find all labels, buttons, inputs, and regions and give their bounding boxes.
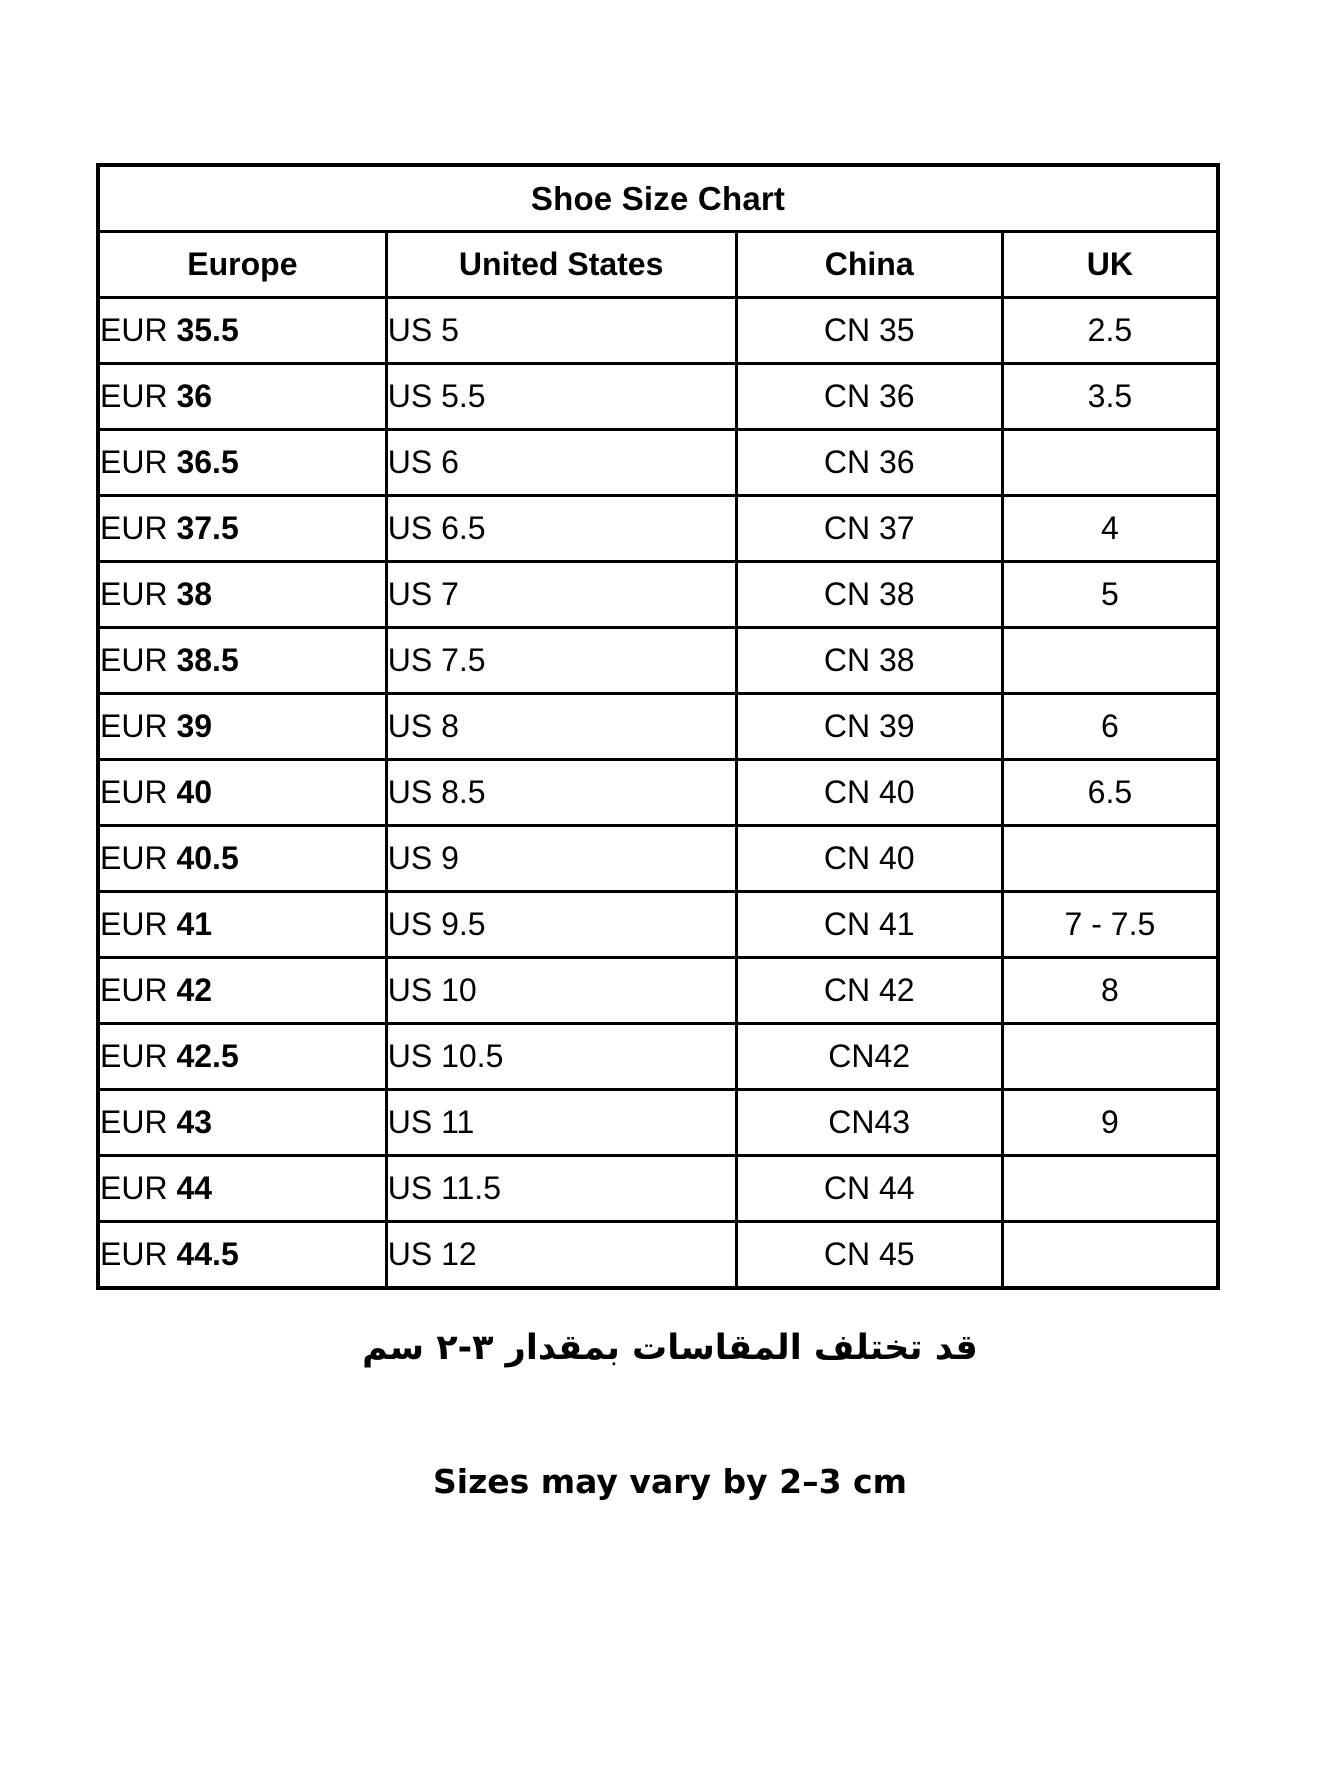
cell-us: US 5.5 <box>386 364 736 430</box>
column-header-uk: UK <box>1002 232 1218 298</box>
cell-cn: CN 41 <box>736 892 1002 958</box>
cell-us: US 6 <box>386 430 736 496</box>
europe-value: 38 <box>176 576 213 612</box>
europe-prefix: EUR <box>100 774 177 810</box>
cell-europe <box>98 1156 386 1222</box>
cell-us: US 11 <box>386 1090 736 1156</box>
europe-prefix: EUR <box>100 1104 177 1140</box>
column-header-china: China <box>736 232 1002 298</box>
cell-cn: CN42 <box>736 1024 1002 1090</box>
europe-value: 39 <box>176 708 213 744</box>
table-row <box>98 1024 1218 1090</box>
cell-europe <box>98 760 386 826</box>
cell-us: US 6.5 <box>386 496 736 562</box>
europe-value: 38.5 <box>176 642 239 678</box>
europe-prefix: EUR <box>100 378 177 414</box>
europe-value: 42.5 <box>176 1038 239 1074</box>
cell-us: US 9.5 <box>386 892 736 958</box>
cell-uk: 2.5 <box>1002 298 1218 364</box>
table-row <box>98 1090 1218 1156</box>
table-row <box>98 760 1218 826</box>
cell-uk: 5 <box>1002 562 1218 628</box>
cell-uk <box>1002 628 1218 694</box>
cell-us: US 10.5 <box>386 1024 736 1090</box>
cell-uk: 7 - 7.5 <box>1002 892 1218 958</box>
table-row <box>98 364 1218 430</box>
table-row <box>98 562 1218 628</box>
cell-cn: CN 38 <box>736 562 1002 628</box>
europe-value: 41 <box>176 906 213 942</box>
cell-cn: CN 35 <box>736 298 1002 364</box>
cell-europe <box>98 958 386 1024</box>
cell-europe <box>98 1024 386 1090</box>
cell-cn: CN 38 <box>736 628 1002 694</box>
europe-prefix: EUR <box>100 906 177 942</box>
cell-europe <box>98 298 386 364</box>
cell-uk: 6.5 <box>1002 760 1218 826</box>
europe-prefix: EUR <box>100 1170 177 1206</box>
column-header-europe: Europe <box>98 232 386 298</box>
europe-value: 36 <box>176 378 213 414</box>
table-row <box>98 628 1218 694</box>
cell-us: US 8 <box>386 694 736 760</box>
cell-uk: 6 <box>1002 694 1218 760</box>
cell-europe <box>98 430 386 496</box>
europe-value: 36.5 <box>176 444 239 480</box>
cell-uk <box>1002 1222 1218 1289</box>
cell-uk: 9 <box>1002 1090 1218 1156</box>
cell-europe <box>98 364 386 430</box>
size-chart-table <box>96 163 1220 1290</box>
table-row <box>98 496 1218 562</box>
table-row <box>98 1156 1218 1222</box>
table-title-row <box>98 165 1218 232</box>
cell-cn: CN 42 <box>736 958 1002 1024</box>
cell-uk <box>1002 1024 1218 1090</box>
europe-prefix: EUR <box>100 312 177 348</box>
europe-prefix: EUR <box>100 642 177 678</box>
europe-prefix: EUR <box>100 972 177 1008</box>
table-body <box>98 298 1218 1289</box>
cell-us: US 7.5 <box>386 628 736 694</box>
cell-cn: CN 40 <box>736 826 1002 892</box>
cell-europe <box>98 562 386 628</box>
europe-value: 37.5 <box>176 510 239 546</box>
table-row <box>98 694 1218 760</box>
cell-us: US 10 <box>386 958 736 1024</box>
cell-cn: CN 44 <box>736 1156 1002 1222</box>
shoe-size-chart <box>96 163 1220 1290</box>
cell-cn: CN 39 <box>736 694 1002 760</box>
cell-us: US 8.5 <box>386 760 736 826</box>
europe-prefix: EUR <box>100 1038 177 1074</box>
cell-uk: 4 <box>1002 496 1218 562</box>
europe-value: 42 <box>176 972 213 1008</box>
cell-uk: 3.5 <box>1002 364 1218 430</box>
europe-value: 40 <box>176 774 213 810</box>
cell-cn: CN43 <box>736 1090 1002 1156</box>
cell-cn: CN 45 <box>736 1222 1002 1289</box>
europe-value: 40.5 <box>176 840 239 876</box>
cell-us: US 11.5 <box>386 1156 736 1222</box>
cell-us: US 7 <box>386 562 736 628</box>
cell-cn: CN 40 <box>736 760 1002 826</box>
cell-uk: 8 <box>1002 958 1218 1024</box>
cell-europe <box>98 892 386 958</box>
europe-value: 35.5 <box>176 312 239 348</box>
cell-us: US 5 <box>386 298 736 364</box>
note-arabic: قد تختلف المقاسات بمقدار ٣-٢ سم <box>362 1328 978 1368</box>
cell-europe <box>98 826 386 892</box>
table-row <box>98 826 1218 892</box>
cell-uk <box>1002 826 1218 892</box>
europe-value: 44 <box>176 1170 213 1206</box>
cell-cn: CN 37 <box>736 496 1002 562</box>
cell-uk <box>1002 430 1218 496</box>
europe-value: 43 <box>176 1104 213 1140</box>
table-row <box>98 958 1218 1024</box>
note-english: Sizes may vary by 2–3 cm <box>433 1462 907 1501</box>
europe-prefix: EUR <box>100 444 177 480</box>
table-row <box>98 298 1218 364</box>
cell-europe <box>98 628 386 694</box>
cell-cn: CN 36 <box>736 364 1002 430</box>
europe-value: 44.5 <box>176 1236 239 1272</box>
table-row <box>98 892 1218 958</box>
cell-us: US 9 <box>386 826 736 892</box>
table-row <box>98 430 1218 496</box>
cell-europe <box>98 694 386 760</box>
europe-prefix: EUR <box>100 840 177 876</box>
cell-europe <box>98 1090 386 1156</box>
cell-cn: CN 36 <box>736 430 1002 496</box>
cell-europe <box>98 496 386 562</box>
page-title: Shoe Size Chart <box>98 165 1218 232</box>
column-header-united-states: United States <box>386 232 736 298</box>
cell-europe <box>98 1222 386 1289</box>
table-row <box>98 1222 1218 1289</box>
europe-prefix: EUR <box>100 576 177 612</box>
cell-us: US 12 <box>386 1222 736 1289</box>
table-header-row <box>98 232 1218 298</box>
europe-prefix: EUR <box>100 510 177 546</box>
europe-prefix: EUR <box>100 708 177 744</box>
europe-prefix: EUR <box>100 1236 177 1272</box>
cell-uk <box>1002 1156 1218 1222</box>
